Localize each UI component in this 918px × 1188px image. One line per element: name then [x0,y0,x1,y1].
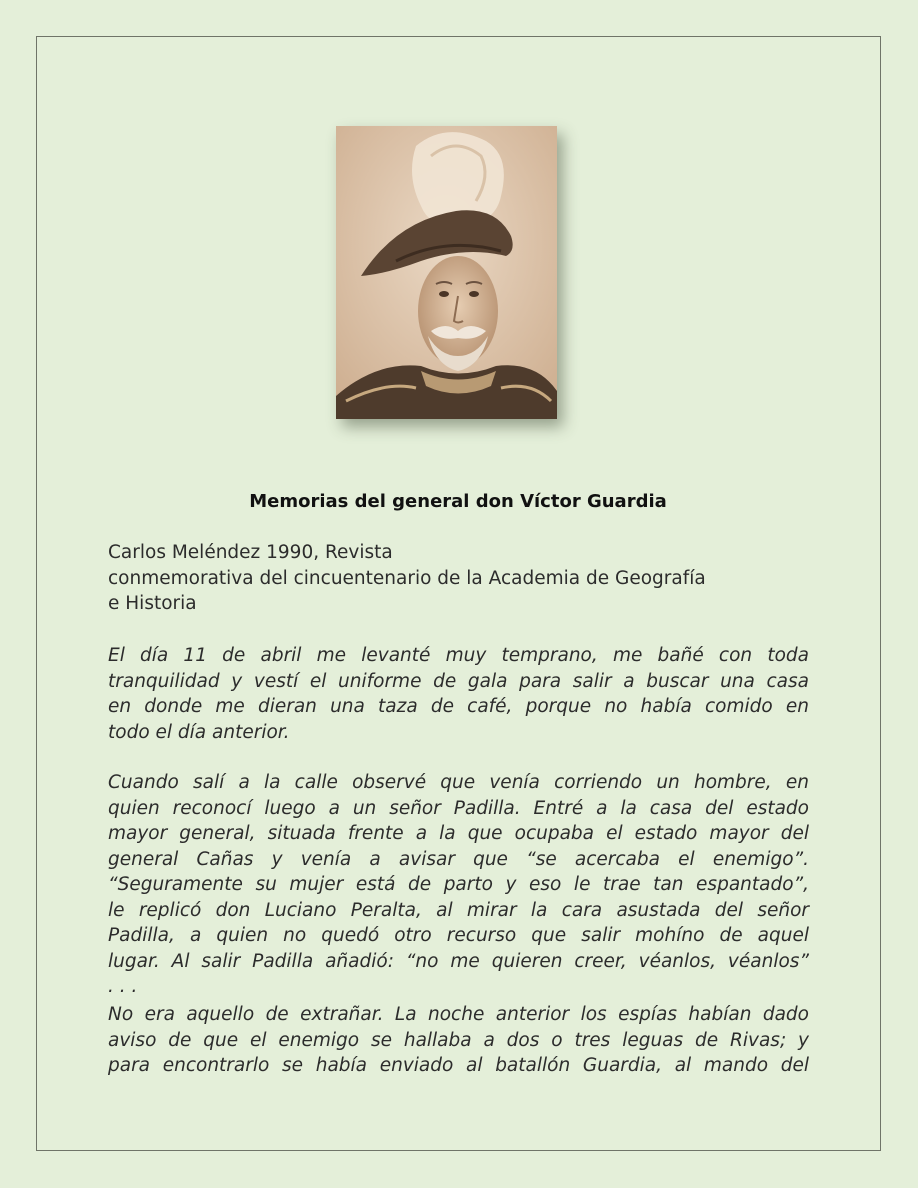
paragraph-3 [108,1002,809,1079]
paragraph-line: aviso de que el enemigo se hallaba a dos o tres leguas de Rivas; y [108,1029,809,1051]
paragraph-line: No era aquello de extrañar. La noche anterior los espías habían dado [108,1004,809,1025]
document-title: Memorias del general don Víctor Guardia [249,491,667,512]
paragraph-line: para encontrarlo se había enviado al batallón Guardia, al mando del [108,1055,809,1076]
paragraph-line: El día 11 de abril me levanté muy temprano, me bañé con toda [108,645,809,666]
paragraph-line: le replicó don Luciano Peralta, al mirar la cara asustada del señor [108,899,809,921]
paragraph-line: quien reconocí luego a un señor Padilla. Entré a la casa del estado [108,797,809,819]
paragraph-line: . . . [108,976,138,997]
portrait-photo [336,126,557,419]
paragraph-line: en donde me dieran una taza de café, porque no había comido en [108,696,809,717]
sepia-portrait-photo-icon [336,126,557,419]
source-line: Carlos Meléndez 1990, Revista [108,542,393,563]
paragraph-line: tranquilidad y vestí el uniforme de gala para salir a buscar una casa [108,670,809,692]
paragraph-2 [108,770,809,1000]
source-line: conmemorativa del cincuentenario de la Academia de Geografía [108,567,706,589]
paragraph-line: “Seguramente su mujer está de parto y eso le trae tan espantado”, [108,874,809,895]
paragraph-line: todo el día anterior. [108,721,290,743]
paragraph-line: Cuando salí a la calle observé que venía corriendo un hombre, en [108,772,809,793]
source-line: e Historia [108,593,197,614]
paragraph-line: Padilla, a quien no quedó otro recurso que salir mohíno de aquel [108,925,809,946]
paragraph-line: general Cañas y venía a avisar que “se acercaba el enemigo”. [108,848,809,870]
paragraph-1 [108,643,809,745]
paragraph-line: mayor general, situada frente a la que ocupaba el estado mayor del [108,823,809,844]
source-citation [108,540,808,617]
paragraph-line: lugar. Al salir Padilla añadió: “no me quieren creer, véanlos, véanlos” [108,950,809,972]
